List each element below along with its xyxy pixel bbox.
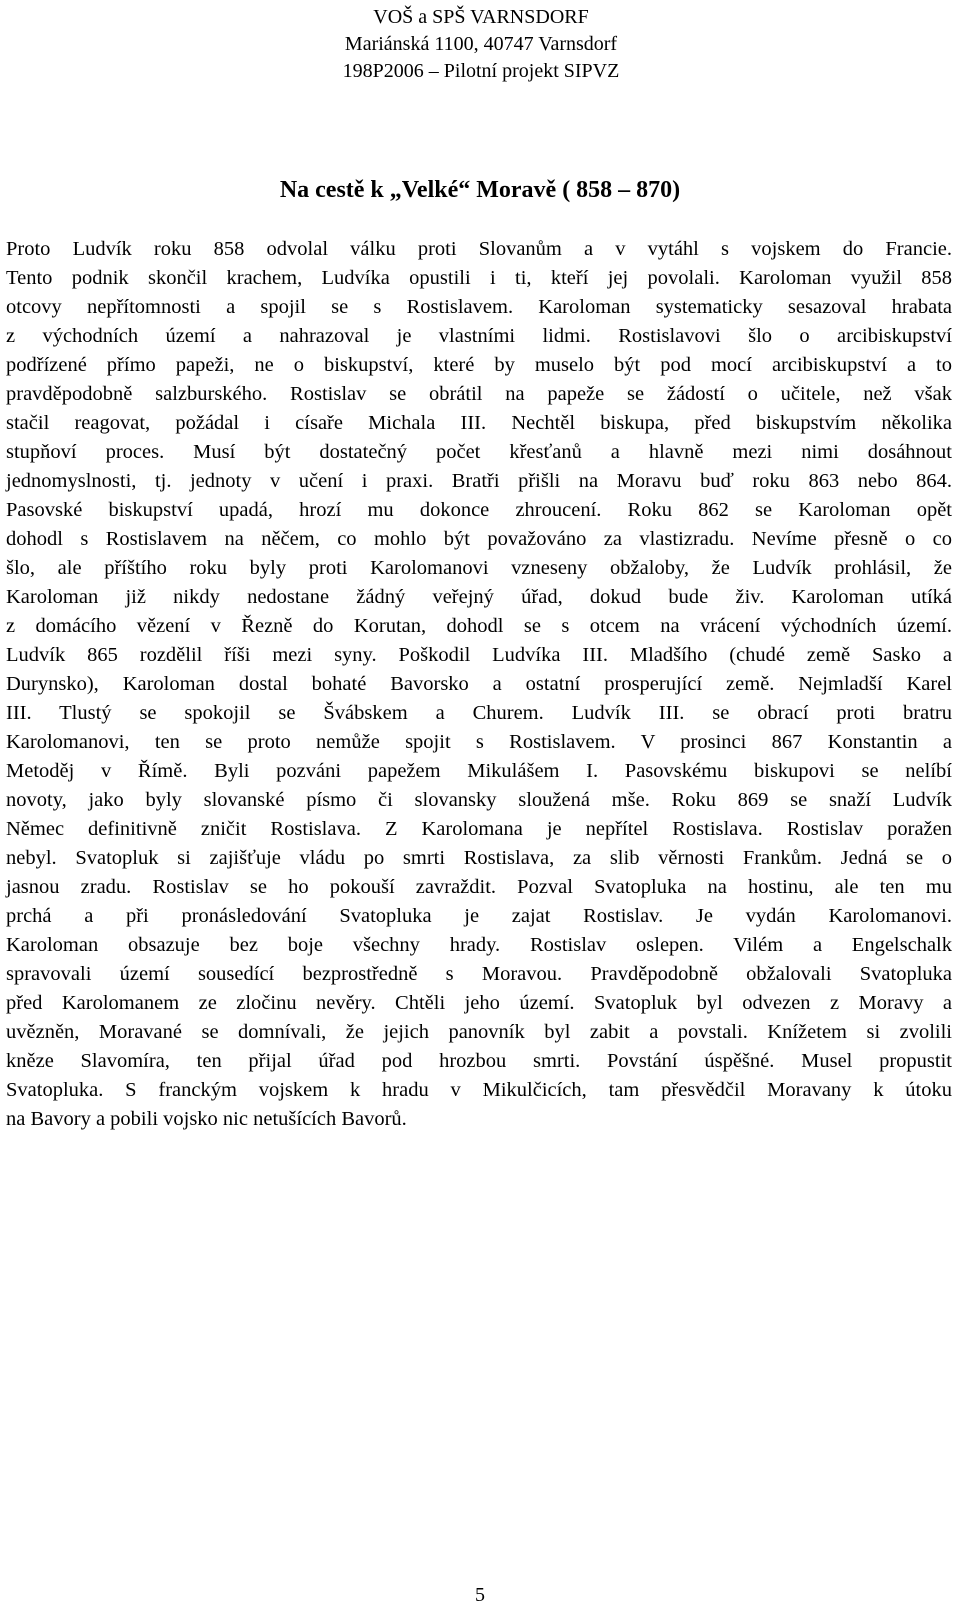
paragraph-line: novoty, jako byly slovanské písmo či slovansky sloužená mše. Roku 869 se snaží Ludvík [6,789,952,811]
paragraph-line: pravděpodobně salzburského. Rostislav se obrátil na papeže se žádostí o učitele, než však [6,383,952,405]
paragraph-line: spravovali území sousedící bezprostředně s Moravou. Pravděpodobně obžalovali Svatopluka [6,963,952,985]
paragraph-line: Karoloman obsazuje bez boje všechny hrady. Rostislav oslepen. Vilém a Engelschalk [6,934,952,956]
page-title: Na cestě k „Velké“ Moravě ( 858 – 870) [279,177,681,203]
document-header [331,4,631,85]
paragraph-line: podřízené přímo papeži, ne o biskupství, které by muselo být pod mocí arcibiskupství a to [6,354,952,376]
paragraph-line: otcovy nepřítomnosti a spojil se s Rostislavem. Karoloman systematicky sesazoval hrabata [6,296,952,318]
paragraph-line: Němec definitivně zničit Rostislava. Z Karolomana je nepřítel Rostislava. Rostislav poražen [6,818,952,840]
header-project: 198P2006 – Pilotní projekt SIPVZ [342,60,620,82]
paragraph-line: Ludvík 865 rozdělil říši mezi syny. Poškodil Ludvíka III. Mladšího (chudé země Sasko a [6,644,952,666]
paragraph-line: Proto Ludvík roku 858 odvolal válku proti Slovanům a v vytáhl s vojskem do Francie. [6,238,952,260]
paragraph-line: dohodl s Rostislavem na něčem, co mohlo být považováno za vlastizradu. Nevíme přesně o co [6,528,952,550]
paragraph-line: Durynsko), Karoloman dostal bohaté Bavorsko a ostatní prosperující země. Nejmladší Karel [6,673,952,695]
paragraph-line: prchá a při pronásledování Svatopluka je zajat Rostislav. Je vydán Karolomanovi. [6,905,952,927]
page-number: 5 [475,1584,485,1606]
paragraph-line: Karolomanovi, ten se proto nemůže spojit s Rostislavem. V prosinci 867 Konstantin a [6,731,952,753]
paragraph-line: uvězněn, Moravané se domnívali, že jejich panovník byl zabit a povstali. Knížetem si zvolili [6,1021,952,1043]
paragraph-line: Tento podnik skončil krachem, Ludvíka opustili i ti, kteří jej povolali. Karoloman využil 858 [6,267,952,289]
paragraph-line: jednomyslnosti, tj. jednoty v učení i praxi. Bratři přišli na Moravu buď roku 863 nebo 864. [6,470,952,492]
paragraph-line: z domácího vězení v Řezně do Korutan, dohodl se s otcem na vrácení východních území. [6,615,952,637]
paragraph-line: z východních území a nahrazoval je vlastními lidmi. Rostislavovi šlo o arcibiskupství [6,325,952,347]
paragraph-line: Svatopluka. S franckým vojskem k hradu v Mikulčicích, tam přesvědčil Moravany k útoku [6,1079,952,1101]
paragraph-line: stačil reagovat, požádal i císaře Michala III. Nechtěl biskupa, před biskupstvím několika [6,412,952,434]
paragraph-line: před Karolomanem ze zločinu nevěry. Chtěli jeho území. Svatopluk byl odvezen z Moravy a [6,992,952,1014]
body-paragraph [6,235,952,1134]
paragraph-line: Karoloman již nikdy nedostane žádný veřejný úřad, dokud bude živ. Karoloman utíká [6,586,952,608]
paragraph-line: nebyl. Svatopluk si zajišťuje vládu po smrti Rostislava, za slib věrnosti Frankům. Jedná se o [6,847,952,869]
paragraph-line: na Bavory a pobili vojsko nic netušících Bavorů. [6,1108,407,1130]
header-school-name: VOŠ a SPŠ VARNSDORF [373,6,589,28]
paragraph-line: jasnou zradu. Rostislav se ho pokouší zavraždit. Pozval Svatopluka na hostinu, ale ten mu [6,876,952,898]
paragraph-line: kněze Slavomíra, ten přijal úřad pod hrozbou smrti. Povstání úspěšné. Musel propustit [6,1050,952,1072]
paragraph-line: Pasovské biskupství upadá, hrozí mu dokonce zhroucení. Roku 862 se Karoloman opět [6,499,952,521]
header-address: Mariánská 1100, 40747 Varnsdorf [344,33,618,55]
paragraph-line: III. Tlustý se spokojil se Švábskem a Churem. Ludvík III. se obrací proti bratru [6,702,952,724]
paragraph-line: stupňoví proces. Musí být dostatečný počet křesťanů a hlavně mezi nimi dosáhnout [6,441,952,463]
paragraph-line: Metoděj v Římě. Byli pozváni papežem Mikulášem I. Pasovskému biskupovi se nelíbí [6,760,952,782]
paragraph-line: šlo, ale příštího roku byly proti Karolomanovi vzneseny obžaloby, že Ludvík prohlásil, že [6,557,952,579]
